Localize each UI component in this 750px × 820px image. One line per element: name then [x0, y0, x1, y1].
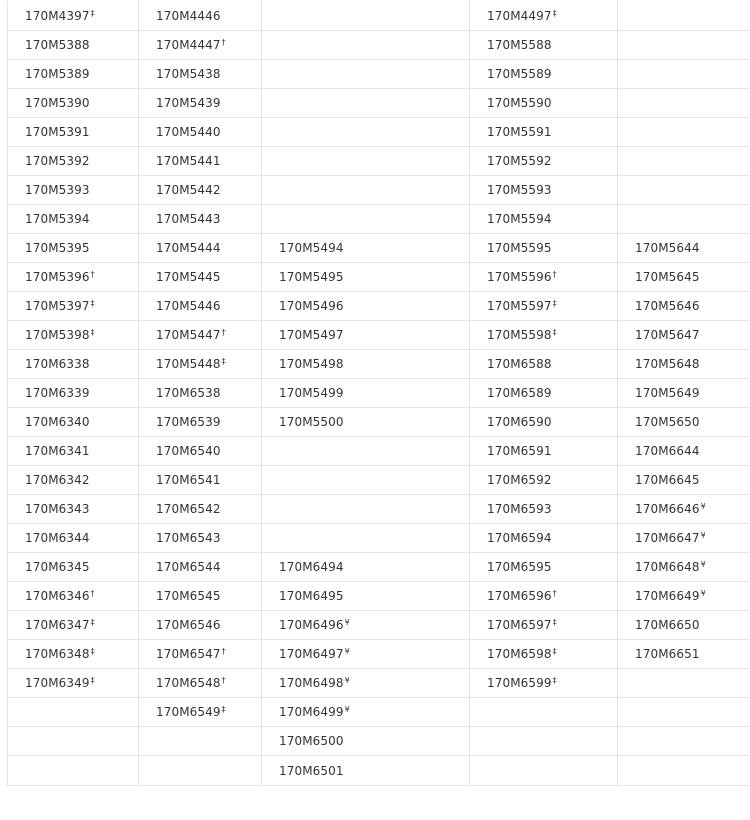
part-number: 170M5598‡: [487, 328, 557, 342]
part-number: 170M5443: [156, 212, 221, 226]
footnote-mark: ‡: [552, 299, 557, 308]
footnote-mark: ‡: [90, 299, 95, 308]
part-number: 170M5499: [279, 386, 344, 400]
part-number: 170M6542: [156, 502, 221, 516]
table-cell: [8, 756, 139, 786]
part-number: 170M4397‡: [25, 8, 95, 23]
table-cell: [470, 263, 618, 292]
part-number: 170M5595: [487, 241, 552, 255]
table-cell: [262, 611, 470, 640]
part-number: 170M6596†: [487, 589, 557, 603]
part-number: 170M6543: [156, 531, 221, 545]
table-cell: [139, 379, 262, 408]
table-row: [8, 263, 749, 292]
part-number: 170M5498: [279, 357, 344, 371]
part-number: 170M5500: [279, 415, 344, 429]
table-cell: [618, 118, 749, 147]
table-cell: [262, 118, 470, 147]
part-number: 170M6648¥: [635, 560, 706, 574]
part-number: 170M5496: [279, 299, 344, 313]
table-cell: [618, 1, 749, 31]
table-cell: [139, 756, 262, 786]
table-cell: [262, 756, 470, 786]
part-number: 170M5391: [25, 125, 90, 139]
part-number: 170M5594: [487, 212, 552, 226]
part-number: 170M6590: [487, 415, 552, 429]
table-cell: [139, 147, 262, 176]
part-number: 170M6548†: [156, 676, 226, 690]
part-number: 170M6339: [25, 386, 90, 400]
footnote-mark: †: [221, 647, 226, 656]
footnote-mark: ‡: [552, 647, 557, 656]
table-cell: [139, 321, 262, 350]
part-number: 170M6501: [279, 763, 344, 778]
table-row: [8, 640, 749, 669]
part-number: 170M6541: [156, 473, 221, 487]
table-cell: [8, 437, 139, 466]
part-number: 170M6346†: [25, 589, 95, 603]
footnote-mark: †: [90, 270, 95, 279]
table-cell: [470, 321, 618, 350]
footnote-mark: ¥: [344, 618, 350, 627]
table-cell: [470, 756, 618, 786]
table-cell: [262, 321, 470, 350]
part-number: 170M5393: [25, 183, 90, 197]
table-cell: [262, 379, 470, 408]
part-number: 170M5497: [279, 328, 344, 342]
part-number: 170M6500: [279, 734, 344, 748]
part-number: 170M5388: [25, 38, 90, 52]
table-row: [8, 147, 749, 176]
table-cell: [8, 582, 139, 611]
footnote-mark: †: [90, 589, 95, 598]
part-number: 170M6341: [25, 444, 90, 458]
part-number: 170M5394: [25, 212, 90, 226]
table-cell: [470, 60, 618, 89]
part-number: 170M5647: [635, 328, 700, 342]
table-cell: [8, 60, 139, 89]
table-cell: [618, 582, 749, 611]
part-number: 170M6497¥: [279, 647, 350, 661]
table-cell: [139, 118, 262, 147]
table-cell: [8, 1, 139, 31]
part-number-table: [7, 0, 749, 786]
table-cell: [618, 147, 749, 176]
footnote-mark: ¥: [700, 560, 706, 569]
table-cell: [262, 698, 470, 727]
part-number: 170M4497‡: [487, 8, 557, 23]
table-cell: [8, 466, 139, 495]
part-number: 170M6589: [487, 386, 552, 400]
table-cell: [139, 611, 262, 640]
table-cell: [262, 408, 470, 437]
table-row: [8, 408, 749, 437]
table-cell: [618, 669, 749, 698]
part-number: 170M6594: [487, 531, 552, 545]
table-cell: [262, 147, 470, 176]
table-row: [8, 31, 749, 60]
table-cell: [262, 495, 470, 524]
part-number: 170M6338: [25, 357, 90, 371]
table-cell: [618, 234, 749, 263]
part-number: 170M5649: [635, 386, 700, 400]
footnote-mark: ‡: [552, 328, 557, 337]
part-number: 170M5445: [156, 270, 221, 284]
table-cell: [470, 524, 618, 553]
part-number: 170M6649¥: [635, 589, 706, 603]
footnote-mark: ‡: [552, 618, 557, 627]
table-cell: [470, 1, 618, 31]
table-row: [8, 466, 749, 495]
table-cell: [8, 292, 139, 321]
table-cell: [262, 31, 470, 60]
table-cell: [618, 611, 749, 640]
part-number: 170M6340: [25, 415, 90, 429]
part-number: 170M6539: [156, 415, 221, 429]
table-cell: [8, 89, 139, 118]
part-number: 170M6344: [25, 531, 90, 545]
part-number: 170M5592: [487, 154, 552, 168]
table-cell: [262, 205, 470, 234]
table-cell: [139, 698, 262, 727]
table-cell: [8, 408, 139, 437]
part-number: 170M5439: [156, 96, 221, 110]
table-cell: [139, 205, 262, 234]
table-cell: [139, 495, 262, 524]
part-number-table-body: [8, 1, 749, 786]
footnote-mark: ‡: [90, 676, 95, 685]
footnote-mark: †: [221, 38, 226, 47]
footnote-mark: ‡: [90, 647, 95, 656]
table-cell: [262, 176, 470, 205]
footnote-mark: ¥: [700, 531, 706, 540]
table-row: [8, 582, 749, 611]
table-row: [8, 176, 749, 205]
table-cell: [139, 437, 262, 466]
table-cell: [618, 756, 749, 786]
part-number: 170M6545: [156, 589, 221, 603]
table-cell: [8, 698, 139, 727]
footnote-mark: ‡: [221, 705, 226, 714]
part-number: 170M5389: [25, 67, 90, 81]
table-row: [8, 350, 749, 379]
table-cell: [8, 31, 139, 60]
footnote-mark: ‡: [90, 328, 95, 337]
table-row: [8, 60, 749, 89]
table-cell: [8, 263, 139, 292]
table-cell: [618, 553, 749, 582]
part-number: 170M6499¥: [279, 705, 350, 719]
table-cell: [470, 118, 618, 147]
table-cell: [470, 495, 618, 524]
part-number: 170M6342: [25, 473, 90, 487]
part-number: 170M5646: [635, 299, 700, 313]
footnote-mark: †: [552, 270, 557, 279]
table-cell: [618, 408, 749, 437]
table-cell: [8, 495, 139, 524]
table-cell: [618, 89, 749, 118]
table-cell: [262, 89, 470, 118]
part-number: 170M5440: [156, 125, 221, 139]
part-number: 170M5591: [487, 125, 552, 139]
table-cell: [139, 176, 262, 205]
part-number: 170M6348‡: [25, 647, 95, 661]
table-cell: [618, 292, 749, 321]
footnote-mark: ¥: [344, 705, 350, 714]
footnote-mark: ‡: [90, 618, 95, 627]
table-cell: [8, 379, 139, 408]
table-row: [8, 756, 749, 786]
table-row: [8, 727, 749, 756]
footnote-mark: †: [221, 676, 226, 685]
part-number: 170M5589: [487, 67, 552, 81]
table-cell: [262, 727, 470, 756]
table-cell: [262, 1, 470, 31]
part-number: 170M6347‡: [25, 618, 95, 632]
footnote-mark: ¥: [700, 502, 706, 511]
table-row: [8, 553, 749, 582]
part-number: 170M5593: [487, 183, 552, 197]
table-cell: [8, 640, 139, 669]
part-number: 170M4446: [156, 8, 221, 23]
part-number: 170M5494: [279, 241, 344, 255]
part-number: 170M5495: [279, 270, 344, 284]
part-number: 170M5645: [635, 270, 700, 284]
table-cell: [470, 408, 618, 437]
part-number: 170M6495: [279, 589, 344, 603]
footnote-mark: ¥: [700, 589, 706, 598]
table-cell: [262, 263, 470, 292]
table-cell: [8, 205, 139, 234]
table-cell: [618, 176, 749, 205]
table-cell: [470, 698, 618, 727]
part-number: 170M5444: [156, 241, 221, 255]
part-number: 170M5447†: [156, 328, 226, 342]
table-cell: [470, 669, 618, 698]
part-number: 170M5397‡: [25, 299, 95, 313]
table-cell: [470, 176, 618, 205]
part-number: 170M6349‡: [25, 676, 95, 690]
table-cell: [139, 60, 262, 89]
table-cell: [618, 640, 749, 669]
table-row: [8, 524, 749, 553]
part-number: 170M5392: [25, 154, 90, 168]
table-cell: [8, 553, 139, 582]
table-cell: [139, 727, 262, 756]
part-number: 170M6595: [487, 560, 552, 574]
part-number: 170M6598‡: [487, 647, 557, 661]
table-cell: [470, 292, 618, 321]
table-cell: [262, 60, 470, 89]
part-number: 170M5442: [156, 183, 221, 197]
part-number: 170M6599‡: [487, 676, 557, 690]
table-row: [8, 698, 749, 727]
table-cell: [139, 408, 262, 437]
table-cell: [139, 31, 262, 60]
table-cell: [470, 611, 618, 640]
table-cell: [618, 60, 749, 89]
table-cell: [262, 466, 470, 495]
table-row: [8, 1, 749, 31]
table-cell: [139, 524, 262, 553]
table-cell: [618, 524, 749, 553]
part-number: 170M6546: [156, 618, 221, 632]
table-cell: [139, 263, 262, 292]
table-row: [8, 234, 749, 263]
part-number: 170M5644: [635, 241, 700, 255]
footnote-mark: ¥: [344, 647, 350, 656]
table-cell: [470, 640, 618, 669]
part-number: 170M5648: [635, 357, 700, 371]
table-cell: [8, 234, 139, 263]
parts-table-container: [7, 0, 749, 786]
part-number: 170M6597‡: [487, 618, 557, 632]
part-number: 170M6593: [487, 502, 552, 516]
table-cell: [262, 350, 470, 379]
part-number: 170M5590: [487, 96, 552, 110]
part-number: 170M6343: [25, 502, 90, 516]
table-cell: [618, 31, 749, 60]
footnote-mark: ‡: [552, 676, 557, 685]
part-number: 170M5395: [25, 241, 90, 255]
table-cell: [470, 31, 618, 60]
table-cell: [139, 292, 262, 321]
part-number: 170M5596†: [487, 270, 557, 284]
footnote-mark: ‡: [221, 357, 226, 366]
table-row: [8, 321, 749, 350]
table-cell: [8, 118, 139, 147]
part-number: 170M6544: [156, 560, 221, 574]
table-cell: [618, 350, 749, 379]
table-cell: [8, 350, 139, 379]
part-number: 170M5441: [156, 154, 221, 168]
table-cell: [470, 234, 618, 263]
part-number: 170M6651: [635, 647, 700, 661]
part-number: 170M5446: [156, 299, 221, 313]
part-number: 170M4447†: [156, 38, 226, 52]
table-cell: [139, 1, 262, 31]
table-cell: [8, 727, 139, 756]
table-row: [8, 205, 749, 234]
part-number: 170M6547†: [156, 647, 226, 661]
part-number: 170M5390: [25, 96, 90, 110]
part-number: 170M6646¥: [635, 502, 706, 516]
part-number: 170M5438: [156, 67, 221, 81]
table-cell: [470, 437, 618, 466]
table-cell: [139, 466, 262, 495]
table-row: [8, 292, 749, 321]
table-cell: [618, 321, 749, 350]
table-cell: [618, 379, 749, 408]
footnote-mark: †: [221, 328, 226, 337]
table-cell: [618, 698, 749, 727]
table-row: [8, 437, 749, 466]
table-row: [8, 379, 749, 408]
part-number: 170M5396†: [25, 270, 95, 284]
table-cell: [470, 350, 618, 379]
table-cell: [470, 582, 618, 611]
table-row: [8, 118, 749, 147]
part-number: 170M5650: [635, 415, 700, 429]
table-cell: [139, 640, 262, 669]
part-number: 170M6498¥: [279, 676, 350, 690]
table-cell: [8, 669, 139, 698]
table-cell: [618, 437, 749, 466]
table-cell: [139, 669, 262, 698]
part-number: 170M6647¥: [635, 531, 706, 545]
table-cell: [8, 611, 139, 640]
table-cell: [262, 669, 470, 698]
part-number: 170M6645: [635, 473, 700, 487]
table-row: [8, 611, 749, 640]
footnote-mark: ¥: [344, 676, 350, 685]
table-row: [8, 89, 749, 118]
part-number: 170M6540: [156, 444, 221, 458]
table-cell: [139, 582, 262, 611]
part-number: 170M5588: [487, 38, 552, 52]
table-cell: [470, 205, 618, 234]
part-number: 170M6496¥: [279, 618, 350, 632]
part-number: 170M6538: [156, 386, 221, 400]
table-cell: [262, 582, 470, 611]
table-row: [8, 669, 749, 698]
table-cell: [470, 379, 618, 408]
table-cell: [470, 89, 618, 118]
part-number: 170M6650: [635, 618, 700, 632]
part-number: 170M5448‡: [156, 357, 226, 371]
table-cell: [618, 466, 749, 495]
part-number: 170M6591: [487, 444, 552, 458]
table-cell: [8, 176, 139, 205]
table-cell: [618, 205, 749, 234]
table-cell: [139, 350, 262, 379]
table-cell: [139, 553, 262, 582]
table-cell: [618, 727, 749, 756]
table-cell: [8, 147, 139, 176]
table-cell: [262, 524, 470, 553]
part-number: 170M5597‡: [487, 299, 557, 313]
table-cell: [470, 147, 618, 176]
part-number: 170M6644: [635, 444, 700, 458]
table-cell: [470, 553, 618, 582]
table-cell: [262, 437, 470, 466]
table-cell: [8, 524, 139, 553]
table-cell: [262, 640, 470, 669]
part-number: 170M6549‡: [156, 705, 226, 719]
table-cell: [618, 495, 749, 524]
table-cell: [139, 89, 262, 118]
table-cell: [262, 234, 470, 263]
table-cell: [262, 553, 470, 582]
footnote-mark: ‡: [552, 8, 557, 18]
part-number: 170M6345: [25, 560, 90, 574]
part-number: 170M6494: [279, 560, 344, 574]
table-row: [8, 495, 749, 524]
table-cell: [8, 321, 139, 350]
footnote-mark: †: [552, 589, 557, 598]
table-cell: [262, 292, 470, 321]
table-cell: [618, 263, 749, 292]
part-number: 170M6592: [487, 473, 552, 487]
table-cell: [470, 466, 618, 495]
footnote-mark: ‡: [90, 8, 95, 18]
table-cell: [139, 234, 262, 263]
table-cell: [470, 727, 618, 756]
part-number: 170M5398‡: [25, 328, 95, 342]
part-number: 170M6588: [487, 357, 552, 371]
